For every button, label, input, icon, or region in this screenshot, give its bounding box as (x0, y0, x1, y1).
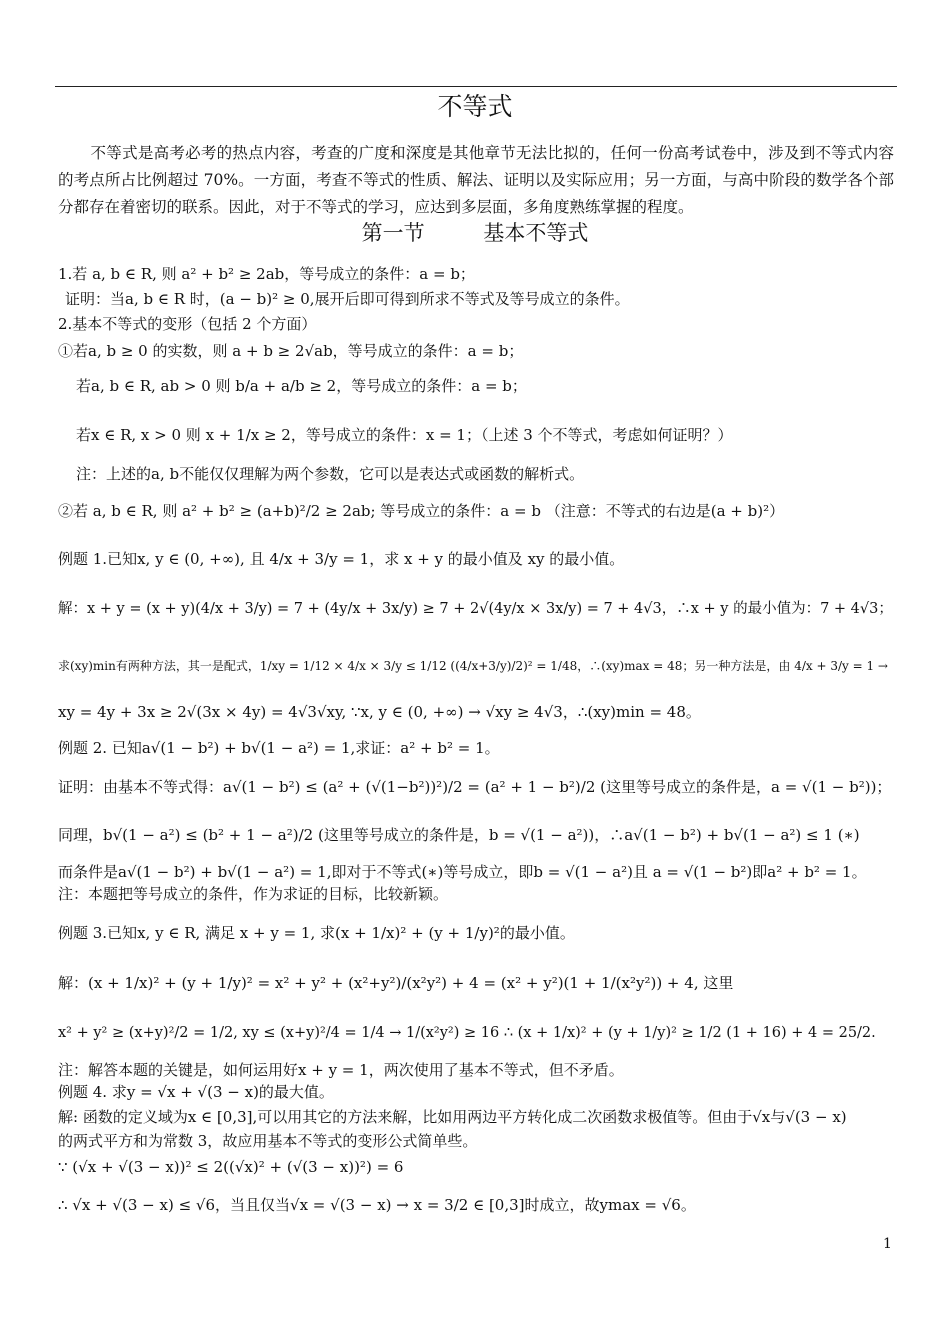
text-line: 证明：当a, b ∈ R 时，(a − b)² ≥ 0,展开后即可得到所求不等式及等号成立的条件。 (65, 290, 630, 308)
text-line: 例题 2. 已知a√(1 − b²) + b√(1 − a²) = 1,求证：a² + b² = 1。 (58, 739, 500, 757)
text-line: 同理，b√(1 − a²) ≤ (b² + 1 − a²)/2 (这里等号成立的条件是，b = √(1 − a²))，∴a√(1 − b²) + b√(1 − a²) ≤ 1 (∗) (58, 826, 860, 844)
text-line: ∴ √x + √(3 − x) ≤ √6，当且仅当√x = √(3 − x) → x = 3/2 ∈ [0,3]时成立，故ymax = √6。 (58, 1196, 696, 1214)
text-line: 若a, b ∈ R, ab > 0 则 b/a + a/b ≥ 2，等号成立的条件：a = b； (76, 377, 527, 395)
page-number: 1 (883, 1236, 892, 1252)
text-line: 解: 函数的定义域为x ∈ [0,3],可以用其它的方法来解，比如用两边平方转化成二次函数求极值等。但由于√x与√(3 − x) (58, 1108, 847, 1126)
text-line: 若x ∈ R, x > 0 则 x + 1/x ≥ 2，等号成立的条件：x = 1；（上述 3 个不等式，考虑如何证明？） (76, 426, 733, 444)
text-line: 例题 3.已知x, y ∈ R, 满足 x + y = 1, 求(x + 1/x)² + (y + 1/y)²的最小值。 (58, 924, 575, 942)
header-rule (55, 86, 897, 87)
intro-paragraph: 不等式是高考必考的热点内容，考查的广度和深度是其他章节无法比拟的，任何一份高考试卷中，涉及到不等式内容的考点所占比例超过 70%。一方面，考查不等式的性质、解法、证明以及实际应用；另一方面，与高中阶段的数学各个部分都存在着密切的联系。因此，对于不等式的学习，应达到多层面，多角度熟练掌握的程度。 (58, 144, 894, 216)
text-line: 解：(x + 1/x)² + (y + 1/y)² = x² + y² + (x²+y²)/(x²y²) + 4 = (x² + y²)(1 + 1/(x²y²)) + 4, 这里 (58, 974, 734, 992)
text-line: xy = 4y + 3x ≥ 2√(3x × 4y) = 4√3√xy, ∵x, y ∈ (0, +∞) → √xy ≥ 4√3，∴(xy)min = 48。 (58, 703, 701, 721)
text-line: 求(xy)min有两种方法，其一是配式，1/xy = 1/12 × 4/x × 3/y ≤ 1/12 ((4/x+3/y)/2)² = 1/48，∴(xy)max = 48；另一种方法是，由 4/x + 3/y = 1 → (58, 659, 888, 673)
text-line: 注：上述的a, b不能仅仅理解为两个参数，它可以是表达式或函数的解析式。 (76, 465, 585, 483)
text-line: 解：x + y = (x + y)(4/x + 3/y) = 7 + (4y/x + 3x/y) ≥ 7 + 2√(4y/x × 3x/y) = 7 + 4√3，∴x + y 的最小值为：7 + 4√3； (58, 601, 893, 617)
text-line: 2.基本不等式的变形（包括 2 个方面） (58, 315, 317, 333)
document-title: 不等式 (437, 92, 513, 121)
text-line: 而条件是a√(1 − b²) + b√(1 − a²) = 1,即对于不等式(∗)等号成立，即b = √(1 − a²)且 a = √(1 − b²)即a² + b² = 1。 (58, 863, 867, 881)
text-line: 证明：由基本不等式得：a√(1 − b²) ≤ (a² + (√(1−b²))²)/2 = (a² + 1 − b²)/2 (这里等号成立的条件是，a = √(1 − b²))； (58, 778, 892, 796)
text-line: x² + y² ≥ (x+y)²/2 = 1/2, xy ≤ (x+y)²/4 = 1/4 → 1/(x²y²) ≥ 16 ∴ (x + 1/x)² + (y + 1/y)² ≥ 1/2 (1 + 16) + 4 = 25/2. (58, 1025, 876, 1041)
text-line: ①若a, b ≥ 0 的实数，则 a + b ≥ 2√ab，等号成立的条件：a = b； (58, 342, 524, 360)
text-line: ②若 a, b ∈ R, 则 a² + b² ≥ (a+b)²/2 ≥ 2ab; 等号成立的条件：a = b （注意：不等式的右边是(a + b)²） (58, 502, 785, 520)
section-title: 第一节 基本不等式 (361, 221, 589, 245)
text-line: ∵ (√x + √(3 − x))² ≤ 2((√x)² + (√(3 − x))²) = 6 (58, 1158, 404, 1176)
text-line: 例题 4. 求y = √x + √(3 − x)的最大值。 (58, 1083, 334, 1101)
text-line: 注：解答本题的关键是，如何运用好x + y = 1，两次使用了基本不等式，但不矛盾。 (58, 1061, 624, 1079)
text-line: 的两式平方和为常数 3，故应用基本不等式的变形公式简单些。 (58, 1132, 478, 1150)
text-line: 例题 1.已知x, y ∈ (0, +∞), 且 4/x + 3/y = 1，求 x + y 的最小值及 xy 的最小值。 (58, 550, 625, 568)
text-line: 1.若 a, b ∈ R, 则 a² + b² ≥ 2ab，等号成立的条件：a = b； (58, 265, 475, 283)
text-line: 注：本题把等号成立的条件，作为求证的目标，比较新颖。 (58, 885, 449, 903)
